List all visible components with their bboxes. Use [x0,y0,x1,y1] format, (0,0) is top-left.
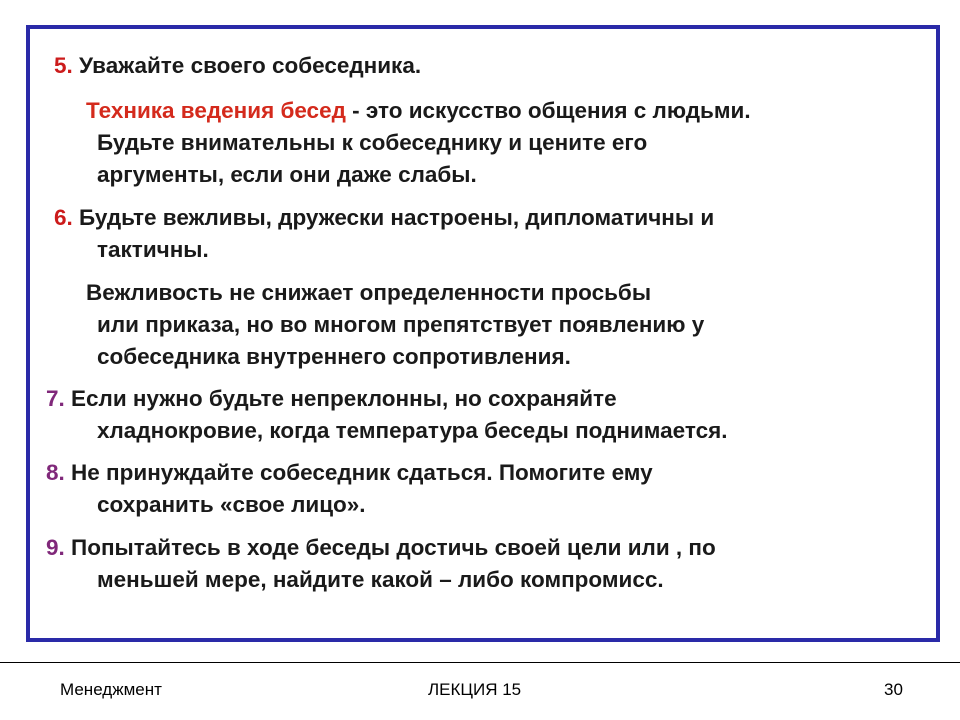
politeness-line-3: собеседника внутреннего сопротивления. [97,344,571,369]
item-9 [46,532,716,564]
item-7-line-2: хладнокровие, когда температура беседы поднимается. [97,418,728,443]
technique-paragraph [86,95,751,127]
item-5-text: Уважайте своего собеседника. [79,53,422,78]
technique-term: Техника ведения бесед [86,98,346,123]
footer-page-number: 30 [884,680,903,699]
item-8-line-2: сохранить «свое лицо». [97,492,366,517]
technique-definition: - это искусство общения с людьми. [345,98,751,123]
politeness-line-1: Вежливость не снижает определенности просьбы [86,280,652,305]
item-9-line-1: Попытайтесь в ходе беседы достичь своей цели или , по [71,535,716,560]
item-7 [46,383,617,415]
footer-lecture: ЛЕКЦИЯ 15 [428,680,522,699]
item-9-number: 9. [46,535,65,560]
technique-line-3: аргументы, если они даже слабы. [97,162,477,187]
item-6-line-2: тактичны. [97,237,209,262]
item-6 [54,202,714,234]
item-7-line-1: Если нужно будьте непреклонны, но сохраняйте [71,386,617,411]
footer-course-name: Менеджмент [60,680,162,699]
technique-line-2: Будьте внимательны к собеседнику и цените его [97,130,648,155]
item-9-line-2: меньшей мере, найдите какой – либо компромисс. [97,567,664,592]
item-5 [54,50,421,82]
politeness-line-2: или приказа, но во многом препятствует появлению у [97,312,705,337]
item-8-number: 8. [46,460,65,485]
item-5-number: 5. [54,53,73,78]
item-6-line-1: Будьте вежливы, дружески настроены, дипломатичны и [79,205,715,230]
item-6-number: 6. [54,205,73,230]
footer-divider [0,662,960,663]
item-8-line-1: Не принуждайте собеседник сдаться. Помогите ему [71,460,653,485]
item-7-number: 7. [46,386,65,411]
item-8 [46,457,653,489]
